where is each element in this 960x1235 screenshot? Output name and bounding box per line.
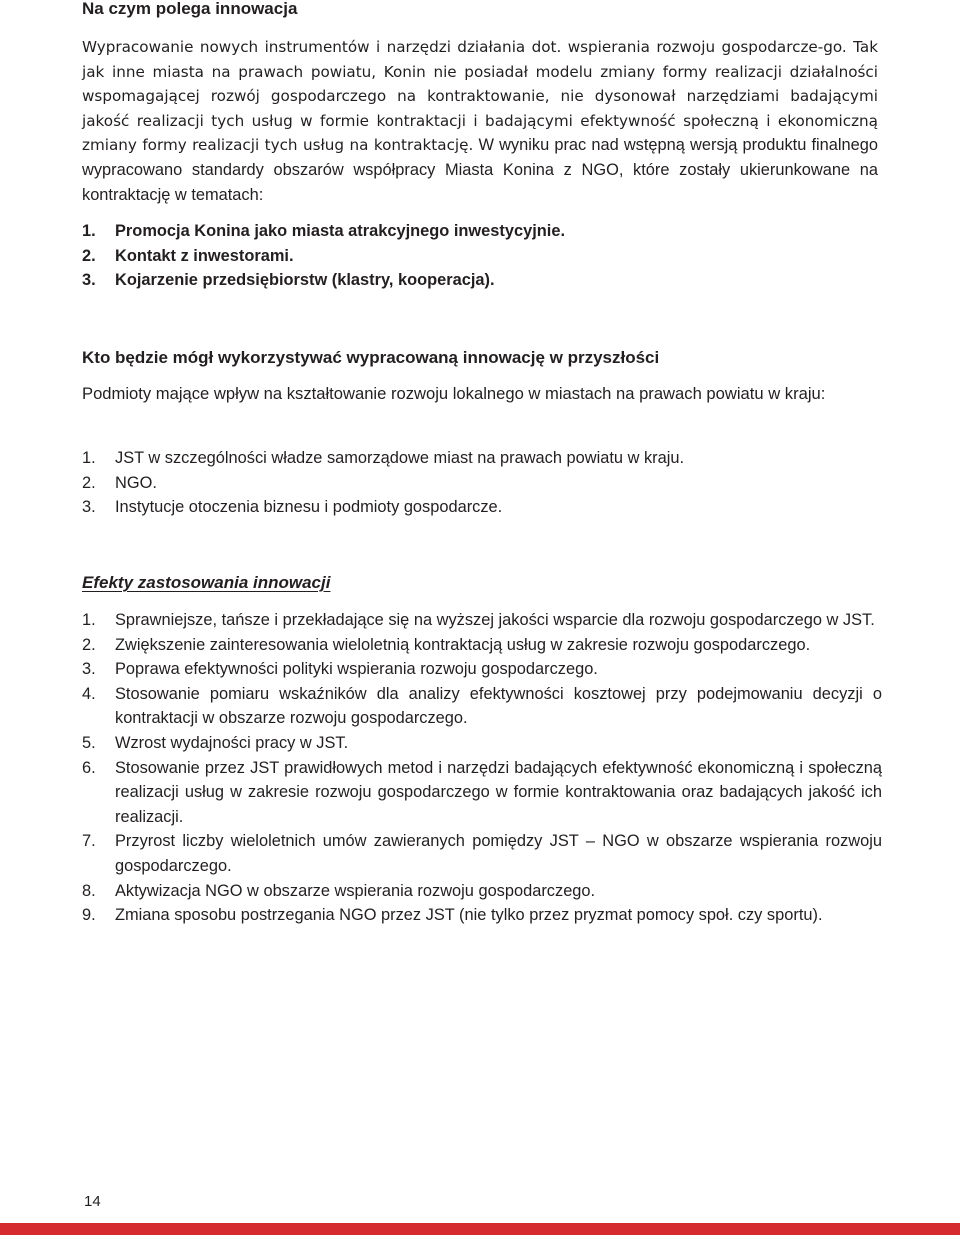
list-item xyxy=(82,608,882,633)
list-item xyxy=(82,495,882,520)
section-title-effects: Efekty zastosowania innowacji xyxy=(82,573,331,592)
list-item-number: 9. xyxy=(82,906,96,925)
list-item xyxy=(82,731,882,756)
list-item-number: 4. xyxy=(82,684,96,703)
list-item-number: 6. xyxy=(82,758,96,777)
list-item xyxy=(82,682,882,731)
list-item-number: 8. xyxy=(82,881,96,900)
section-title-innovation: Na czym polega innowacja xyxy=(82,0,298,18)
list-item xyxy=(82,829,882,878)
list-item-text: Promocja Konina jako miasta atrakcyjnego inwestycyjnie. xyxy=(115,222,565,240)
list-item xyxy=(82,219,882,244)
future-users-list xyxy=(82,446,882,520)
innovation-paragraph xyxy=(82,35,878,207)
list-item-text: Kojarzenie przedsiębiorstw (klastry, kooperacja). xyxy=(115,271,495,290)
list-item-number: 1. xyxy=(82,222,96,240)
list-item-text: Zmiana sposobu postrzegania NGO przez JST (nie tylko przez pryzmat pomocy społ. czy sportu). xyxy=(115,906,823,925)
list-item-text: Poprawa efektywności polityki wspierania rozwoju gospodarczego. xyxy=(115,660,598,679)
list-item-number: 2. xyxy=(82,635,96,654)
list-item-text: Wzrost wydajności pracy w JST. xyxy=(115,733,349,752)
innovation-paragraph-part1: Wypracowanie nowych instrumentów i narzędzi działania dot. wspierania rozwoju gospodarcze-go. Tak jak inne miasta na prawach powiatu, Konin nie posiadał modelu zmiany formy realizacji działalności wspomagającej rozwój gospodarczego na kontraktowanie, nie dysonował narzędziami badającymi jakość realizacji tych usług w formie kontraktacji i badającymi efektywność społeczną i ekonomiczną zmiany formy realizacji tych usług na kontraktację. xyxy=(82,38,878,155)
list-item xyxy=(82,756,882,830)
list-item-number: 3. xyxy=(82,271,96,290)
list-item-text: Zwiększenie zainteresowania wieloletnią kontraktacją usług w zakresie rozwoju gospodarczego. xyxy=(115,635,811,654)
list-item-text: JST w szczególności władze samorządowe miast na prawach powiatu w kraju. xyxy=(115,449,685,467)
list-item-text: Instytucje otoczenia biznesu i podmioty gospodarcze. xyxy=(115,498,503,517)
list-item-number: 7. xyxy=(82,832,96,851)
list-item xyxy=(82,879,882,904)
list-item-text: Sprawniejsze, tańsze i przekładające się na wyższej jakości wsparcie dla rozwoju gospodarczego w JST. xyxy=(115,611,875,629)
list-item-number: 3. xyxy=(82,498,96,517)
list-item-number: 5. xyxy=(82,733,96,752)
list-item xyxy=(82,471,882,496)
innovation-paragraph-part2: W wyniku prac nad wstępną wersją produktu finalnego wypracowano standardy obszarów współpracy Miasta Konina z NGO, które zostały ukierunkowane na kontraktację w tematach: xyxy=(82,136,878,204)
effects-list xyxy=(82,608,882,928)
list-item-number: 1. xyxy=(82,611,96,629)
list-item-text: Przyrost liczby wieloletnich umów zawieranych pomiędzy JST – NGO w obszarze wspierania rozwoju gospodarczego. xyxy=(115,832,882,875)
section-title-future-users: Kto będzie mógł wykorzystywać wypracowaną innowację w przyszłości xyxy=(82,348,660,367)
footer-color-bar xyxy=(0,1223,960,1235)
list-item-number: 2. xyxy=(82,473,96,492)
list-item-number: 2. xyxy=(82,246,96,265)
list-item-number: 1. xyxy=(82,449,96,467)
list-item xyxy=(82,657,882,682)
list-item-number: 3. xyxy=(82,660,96,679)
list-item-text: Aktywizacja NGO w obszarze wspierania rozwoju gospodarczego. xyxy=(115,881,596,900)
list-item xyxy=(82,633,882,658)
future-users-paragraph: Podmioty mające wpływ na kształtowanie rozwoju lokalnego w miastach na prawach powiatu w kraju: xyxy=(82,384,826,403)
list-item xyxy=(82,268,882,293)
list-item-text: NGO. xyxy=(115,473,157,492)
list-item-text: Stosowanie pomiaru wskaźników dla analizy efektywności kosztowej przy podejmowaniu decyzji o kontraktacji w obszarze rozwoju gospodarczego. xyxy=(115,684,882,728)
list-item-text: Stosowanie przez JST prawidłowych metod i narzędzi badających efektywność ekonomiczną i społeczną realizacji usług w zakresie rozwoju gospodarczego w formie kontraktowania oraz badających jakość ich realizacji. xyxy=(115,758,882,826)
list-item xyxy=(82,903,882,928)
list-item-text: Kontakt z inwestorami. xyxy=(115,246,294,265)
page-number: 14 xyxy=(84,1193,101,1210)
list-item xyxy=(82,446,882,471)
list-item xyxy=(82,244,882,269)
topics-list xyxy=(82,219,882,293)
